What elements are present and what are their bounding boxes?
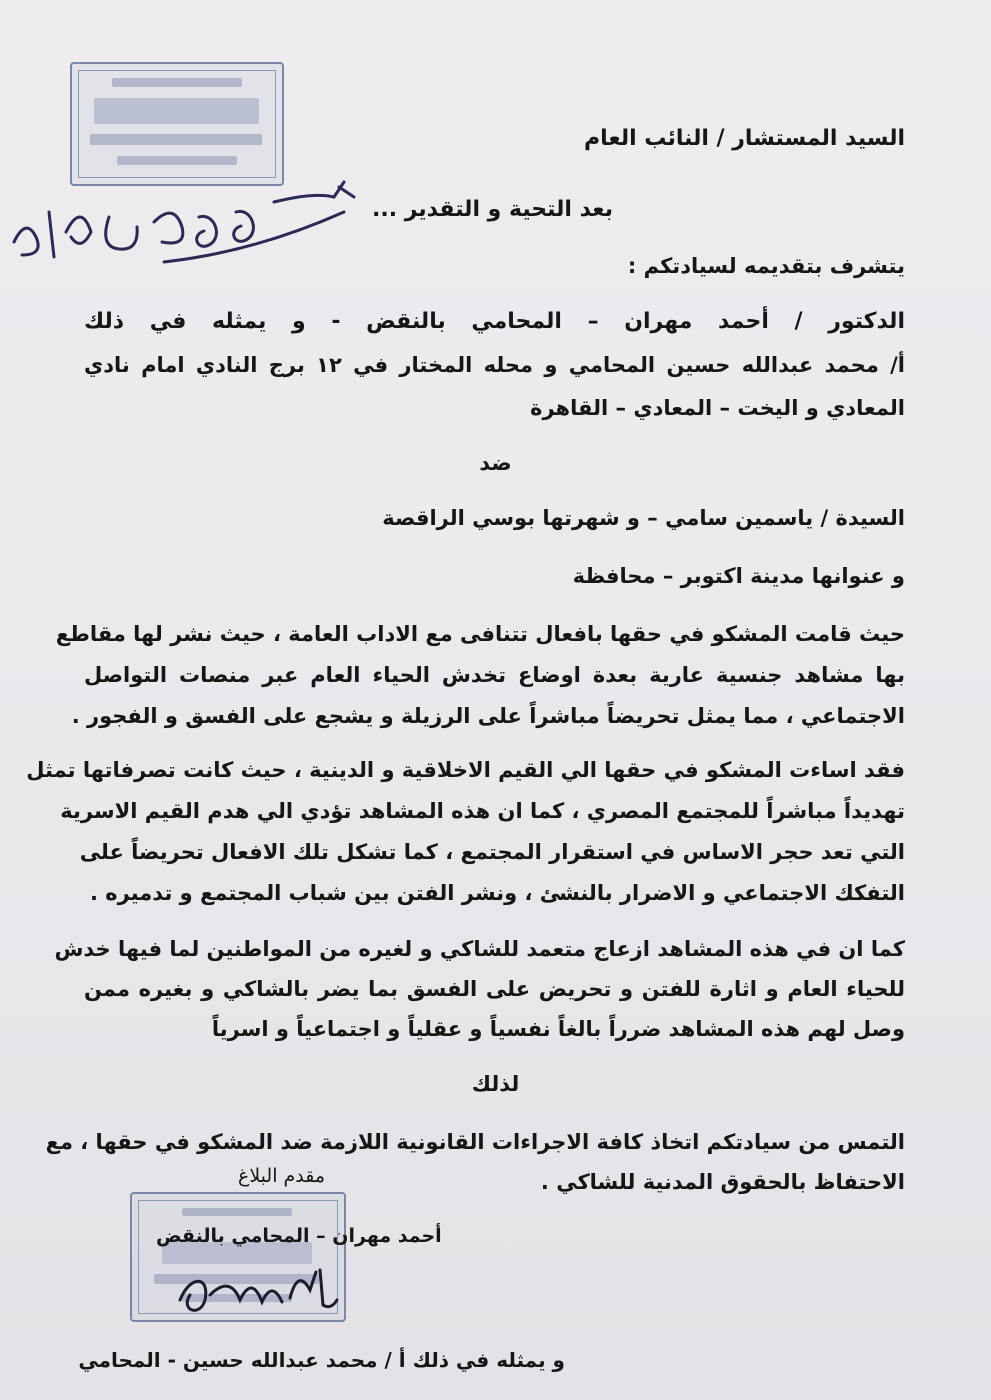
law-office-stamp-top bbox=[70, 62, 284, 186]
greeting-line: بعد التحية و التقدير ... bbox=[371, 197, 613, 222]
request-line-2: الاحتفاظ بالحقوق المدنية للشاكي . bbox=[540, 1170, 905, 1194]
paragraph1-line-3: الاجتماعي ، مما يمثل تحريضاً مباشراً على الرزيلة و يشجع على الفسق و الفجور . bbox=[71, 704, 905, 728]
paragraph2-line-4: التفكك الاجتماعي و الاضرار بالنشئ ، ونشر الفتن بين شباب المجتمع و تدميره . bbox=[89, 881, 905, 905]
therefore-heading: لذلك bbox=[471, 1072, 520, 1096]
paragraph3-line-2: للحياء العام و اثارة للفتن و تحريض على الفسق بما يضر بالشاكي و بغيره ممن bbox=[84, 977, 905, 1001]
complainant-line-1: الدكتور / أحمد مهران – المحامي بالنقض - و يمثله في ذلك bbox=[84, 309, 905, 334]
paragraph2-line-3: التي تعد حجر الاساس في استقرار المجتمع ، كما تشكل تلك الافعال تحريضاً على bbox=[79, 840, 905, 864]
submitter-label: مقدم البلاغ bbox=[238, 1165, 326, 1187]
complainant-line-2: أ/ محمد عبدالله حسين المحامي و محله المختار في ١٢ برج النادي امام نادي bbox=[84, 353, 905, 377]
paragraph2-line-2: تهديداً مباشراً للمجتمع المصري ، كما ان هذه المشاهد تؤدي الي هدم القيم الاسرية bbox=[60, 799, 905, 823]
handwritten-note bbox=[4, 172, 384, 282]
intro-line: يتشرف بتقديمه لسيادتكم : bbox=[627, 254, 905, 278]
addressee-line: السيد المستشار / النائب العام bbox=[584, 126, 905, 151]
request-line-1: التمس من سيادتكم اتخاذ كافة الاجراءات القانونية اللازمة ضد المشكو في حقها ، مع bbox=[45, 1130, 905, 1154]
paragraph2-line-1: فقد اساءت المشكو في حقها الي القيم الاخلاقية و الدينية ، حيث كانت تصرفاتها تمثل bbox=[26, 758, 905, 782]
defendant-line-1: السيدة / ياسمين سامي – و شهرتها بوسي الراقصة bbox=[382, 506, 905, 530]
paragraph3-line-3: وصل لهم هذه المشاهد ضرراً بالغاً نفسياً و عقلياً و اجتماعياً و اسرياً bbox=[211, 1017, 905, 1041]
paragraph1-line-1: حيث قامت المشكو في حقها بافعال تتنافى مع الاداب العامة ، حيث نشر لها مقاطع bbox=[55, 622, 905, 646]
paragraph1-line-2: بها مشاهد جنسية عارية بعدة اوضاع تخدش الحياء العام عبر منصات التواصل bbox=[84, 663, 905, 687]
footer-line: و يمثله في ذلك أ / محمد عبدالله حسين - المحامي bbox=[78, 1348, 565, 1372]
against-heading: ضد bbox=[479, 451, 512, 475]
paragraph3-line-1: كما ان في هذه المشاهد ازعاج متعمد للشاكي و لغيره من المواطنين لما فيها خدش bbox=[54, 937, 905, 961]
defendant-line-2: و عنوانها مدينة اكتوبر – محافظة bbox=[572, 564, 905, 588]
complainant-line-3: المعادي و اليخت – المعادي – القاهرة bbox=[530, 396, 905, 420]
signature-name: أحمد مهران – المحامي بالنقض bbox=[156, 1225, 442, 1247]
handwritten-signature bbox=[170, 1260, 350, 1320]
